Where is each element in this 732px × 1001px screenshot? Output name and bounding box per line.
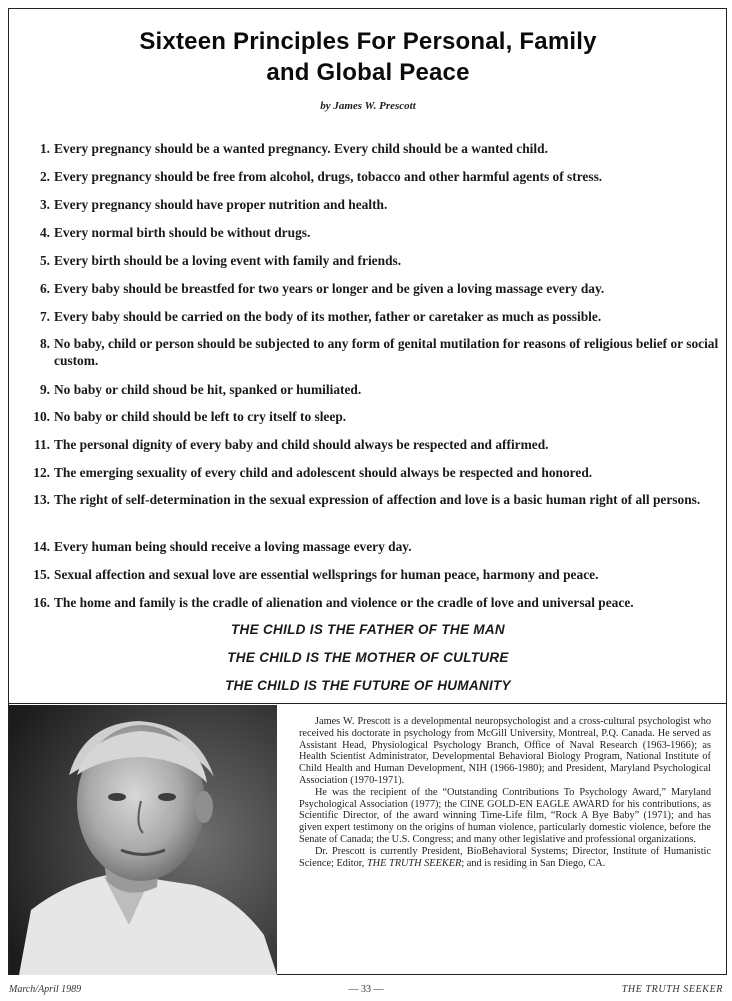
byline: by James W. Prescott [320,100,416,112]
article-title [9,26,727,88]
page-number: — 33 — [348,984,384,995]
principle-number: 15. [33,567,50,582]
principle-text: No baby or child should be left to cry itself to sleep. [54,409,347,424]
principle-text: Every human being should receive a loving massage every day. [54,539,412,554]
bio-paragraph-3 [299,846,711,870]
portrait-icon [9,705,277,975]
principle-item [20,196,720,213]
principle-number: 3. [39,197,50,212]
principle-number: 6. [39,281,50,296]
principle-number: 8. [39,336,50,351]
principle-text: Every normal birth should be without drugs. [54,225,311,240]
principle-text: Every pregnancy should be a wanted pregnancy. Every child should be a wanted child. [54,141,548,156]
publication-title: THE TRUTH SEEKER [621,984,723,995]
bio-text: Dr. Prescott is currently President, BioBehavioral Systems; Director, Institute of Humanistic Science; Editor, [299,845,711,869]
principle-item [20,538,720,555]
principle-number: 12. [33,465,50,480]
author-portrait-photo [9,705,277,975]
principle-text: Every baby should be carried on the body of its mother, father or caretaker as much as possible. [54,309,602,324]
motto-line-1: THE CHILD IS THE FATHER OF THE MAN [231,622,505,637]
principle-item [20,252,720,269]
principle-text: Every pregnancy should be free from alcohol, drugs, tobacco and other harmful agents of stress. [54,169,603,184]
principle-text: Every birth should be a loving event with family and friends. [54,253,402,268]
principle-number: 11. [34,437,50,452]
principle-number: 7. [39,309,50,324]
principle-number: 1. [39,141,50,156]
principle-item [20,280,720,297]
author-biography [299,716,711,869]
principle-number: 13. [33,492,50,507]
title-line-2: and Global Peace [266,59,470,86]
publication-name: THE TRUTH SEEKER [366,857,462,869]
principle-number: 4. [39,225,50,240]
principle-number: 10. [33,409,50,424]
principle-item [20,464,720,481]
principle-item [20,224,720,241]
principle-number: 16. [33,595,50,610]
principle-item [20,381,720,398]
issue-date: March/April 1989 [9,984,82,995]
principle-number: 9. [39,382,50,397]
principle-item [20,308,720,325]
bio-paragraph-1: James W. Prescott is a developmental neuropsychologist and a cross-cultural psychologist who received his doctorate in psychology from McGill University, Montreal, P.Q. Canada. He served as Assistant Head, Physiological Psychology Branch, Office of Naval Research (1963-1966); as Health Scientist Administrator, Developmental Behavioral Biology Program, National Institute of Child Health and Human Development, NIH (1966-1980); and President, Maryland Psychological Association (1970-1971). [299,716,711,786]
principle-text: Every pregnancy should have proper nutrition and health. [54,197,388,212]
principle-text: The emerging sexuality of every child and adolescent should always be respected and honored. [54,465,593,480]
principle-item [20,408,720,425]
principle-text: The right of self-determination in the sexual expression of affection and love is a basic human right of all persons. [54,492,701,507]
principle-item [20,168,720,185]
title-line-1: Sixteen Principles For Personal, Family [139,28,597,55]
bio-paragraph-2: He was the recipient of the “Outstanding Contributions To Psychology Award,” Maryland Psychological Association (1977); the CINE GOLD-EN EAGLE AWARD for his contributions, as Scientific Director, of the award winning Time-Life film, “Rock A Bye Baby” (1971); and has given expert testimony on the origins of human violence, particularly domestic violence, before the Senate of Canada; the U.S. Congress; and many other legislative and professional organizations. [299,786,711,845]
principle-item [20,335,720,369]
principle-number: 2. [39,169,50,184]
motto-line-2: THE CHILD IS THE MOTHER OF CULTURE [227,650,509,665]
principle-item [20,140,720,157]
principle-text: No baby or child shoud be hit, spanked or humiliated. [54,382,362,397]
motto-line-3: THE CHILD IS THE FUTURE OF HUMANITY [225,678,511,693]
principle-number: 14. [33,539,50,554]
principle-item [20,594,720,611]
bio-text: ; and is residing in San Diego, CA. [461,857,606,869]
principle-item [20,566,720,583]
principle-text: The personal dignity of every baby and child should always be respected and affirmed. [54,437,549,452]
principle-text: Sexual affection and sexual love are essential wellsprings for human peace, harmony and peace. [54,567,599,582]
section-divider [8,703,727,704]
principle-item [20,436,720,453]
principle-text: Every baby should be breastfed for two years or longer and be given a loving massage every day. [54,281,605,296]
principle-item [20,491,720,508]
principle-text: No baby, child or person should be subjected to any form of genital mutilation for reasons of religious belief or social custom. [54,336,719,368]
principle-number: 5. [39,253,50,268]
principle-text: The home and family is the cradle of alienation and violence or the cradle of love and universal peace. [54,595,634,610]
